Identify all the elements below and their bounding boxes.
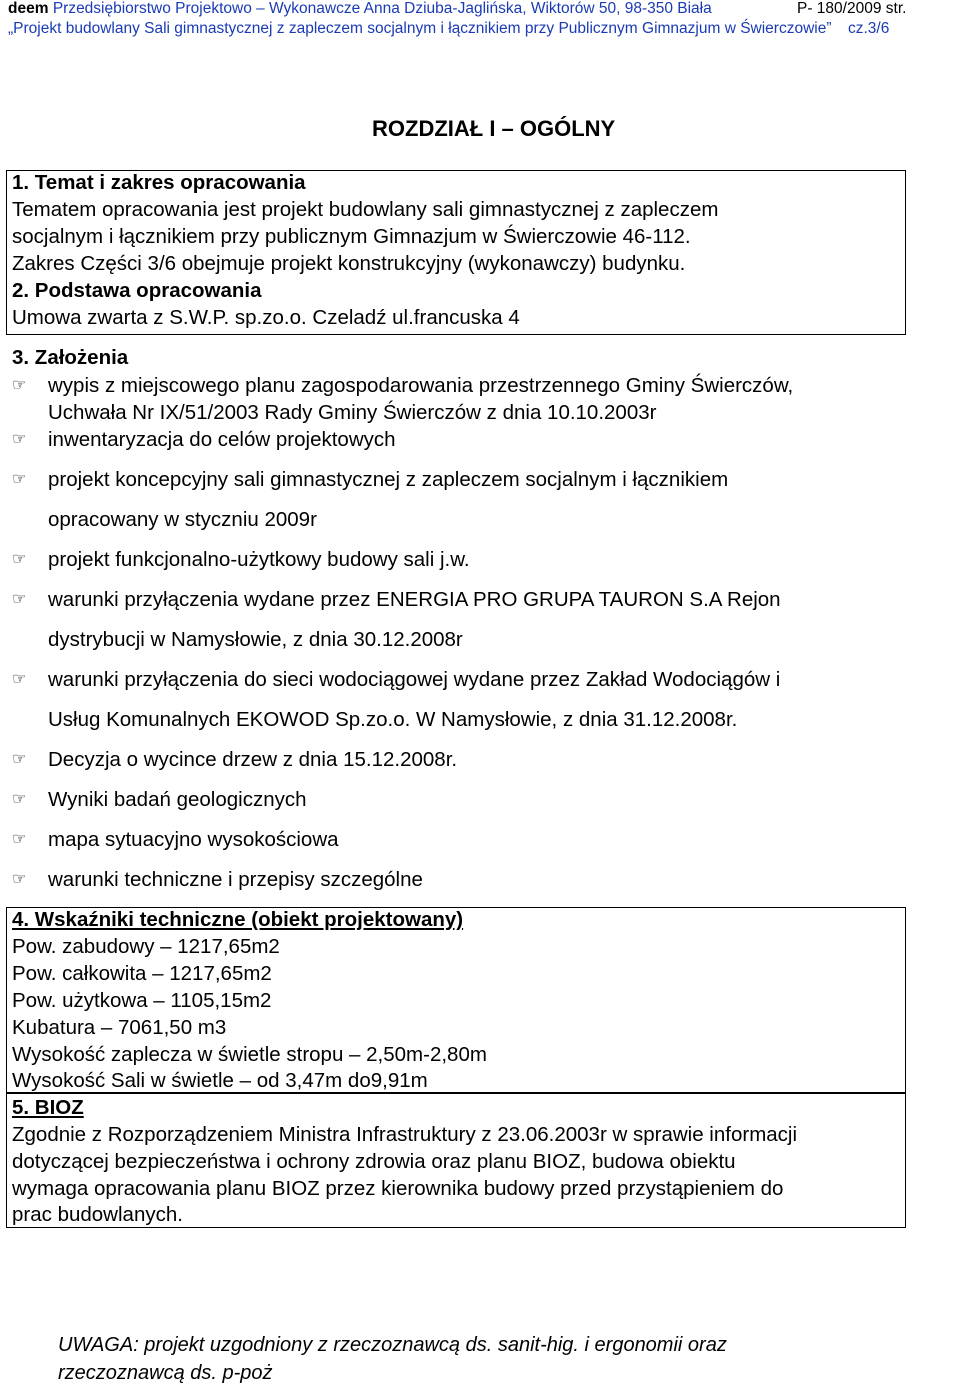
note-line-1: UWAGA: projekt uzgodniony z rzeczoznawcą ds. sanit-hig. i ergonomii oraz (58, 1334, 727, 1356)
approval-note (58, 1331, 727, 1387)
bioz-line: wymaga opracowania planu BIOZ przez kierownika budowy przed przystąpieniem do (12, 1177, 784, 1200)
pointing-hand-icon: ☞ (12, 591, 27, 608)
list-item-continuation: Uchwała Nr IX/51/2003 Rady Gminy Świerczów z dnia 10.10.2003r (48, 401, 657, 424)
section-1-line-3: Zakres Części 3/6 obejmuje projekt konstrukcyjny (wykonawczy) budynku. (12, 252, 686, 275)
indicator-line: Wysokość zaplecza w świetle stropu – 2,50m-2,80m (12, 1043, 487, 1066)
header-line-1 (8, 0, 712, 18)
pointing-hand-icon: ☞ (12, 751, 27, 768)
list-item: ☞ mapa sytuacyjno wysokościowa (12, 828, 339, 851)
bioz-line: Zgodnie z Rozporządzeniem Ministra Infrastruktury z 23.06.2003r w sprawie informacji (12, 1123, 798, 1146)
pointing-hand-icon: ☞ (12, 431, 27, 448)
chapter-title: ROZDZIAŁ I – OGÓLNY (372, 116, 616, 141)
section-2-text: Umowa zwarta z S.W.P. sp.zo.o. Czeladź ul.francuska 4 (12, 306, 520, 329)
part-number: cz.3/6 (848, 20, 890, 37)
section-1-line-1: Tematem opracowania jest projekt budowlany sali gimnastycznej z zapleczem (12, 198, 719, 221)
note-line-2: rzeczoznawcą ds. p-poż (58, 1362, 273, 1384)
list-item: ☞ warunki przyłączenia do sieci wodociągowej wydane przez Zakład Wodociągów i (12, 668, 781, 691)
section-3-heading: 3. Założenia (12, 346, 129, 369)
pointing-hand-icon: ☞ (12, 551, 27, 568)
indicator-line: Pow. użytkowa – 1105,15m2 (12, 989, 272, 1012)
list-item: ☞ warunki techniczne i przepisy szczególne (12, 868, 423, 891)
list-item: ☞ projekt funkcjonalno-użytkowy budowy sali j.w. (12, 548, 470, 571)
section-4-heading: 4. Wskaźniki techniczne (obiekt projektowany) (12, 908, 464, 931)
list-item-continuation: Usług Komunalnych EKOWOD Sp.zo.o. W Namysłowie, z dnia 31.12.2008r. (48, 708, 738, 731)
list-item: ☞ wypis z miejscowego planu zagospodarowania przestrzennego Gminy Świerczów, (12, 374, 794, 397)
pointing-hand-icon: ☞ (12, 831, 27, 848)
list-item: ☞ inwentaryzacja do celów projektowych (12, 428, 396, 451)
list-item: ☞ Wyniki badań geologicznych (12, 788, 307, 811)
company-logo-text: deem (8, 0, 49, 17)
section-1-heading: 1. Temat i zakres opracowania (12, 171, 306, 194)
company-name: Przedsiębiorstwo Projektowo – Wykonawcze Anna Dziuba-Jaglińska, Wiktorów 50, 98-350 Biała (52, 0, 712, 17)
pointing-hand-icon: ☞ (12, 471, 27, 488)
list-item: ☞ warunki przyłączenia wydane przez ENERGIA PRO GRUPA TAURON S.A Rejon (12, 588, 781, 611)
project-number: P- 180/2009 str. (797, 0, 907, 17)
pointing-hand-icon: ☞ (12, 791, 27, 808)
indicator-line: Wysokość Sali w świetle – od 3,47m do9,91m (12, 1069, 428, 1092)
indicator-line: Pow. zabudowy – 1217,65m2 (12, 935, 280, 958)
project-title: „Projekt budowlany Sali gimnastycznej z zapleczem socjalnym i łącznikiem przy Publicznym Gimnazjum w Świerczowie” (8, 20, 832, 37)
pointing-hand-icon: ☞ (12, 377, 27, 394)
section-1-line-2: socjalnym i łącznikiem przy publicznym Gimnazjum w Świerczowie 46-112. (12, 225, 691, 248)
list-item: ☞ Decyzja o wycince drzew z dnia 15.12.2008r. (12, 748, 458, 771)
pointing-hand-icon: ☞ (12, 871, 27, 888)
bioz-line: prac budowlanych. (12, 1203, 183, 1226)
list-item-continuation: dystrybucji w Namysłowie, z dnia 30.12.2008r (48, 628, 463, 651)
bioz-line: dotyczącej bezpieczeństwa i ochrony zdrowia oraz planu BIOZ, budowa obiektu (12, 1150, 736, 1173)
list-item: ☞ projekt koncepcyjny sali gimnastycznej z zapleczem socjalnym i łącznikiem (12, 468, 729, 491)
pointing-hand-icon: ☞ (12, 671, 27, 688)
section-5-heading: 5. BIOZ (12, 1096, 84, 1119)
indicator-line: Pow. całkowita – 1217,65m2 (12, 962, 272, 985)
indicator-line: Kubatura – 7061,50 m3 (12, 1016, 227, 1039)
list-item-continuation: opracowany w styczniu 2009r (48, 508, 317, 531)
section-2-heading: 2. Podstawa opracowania (12, 279, 262, 302)
